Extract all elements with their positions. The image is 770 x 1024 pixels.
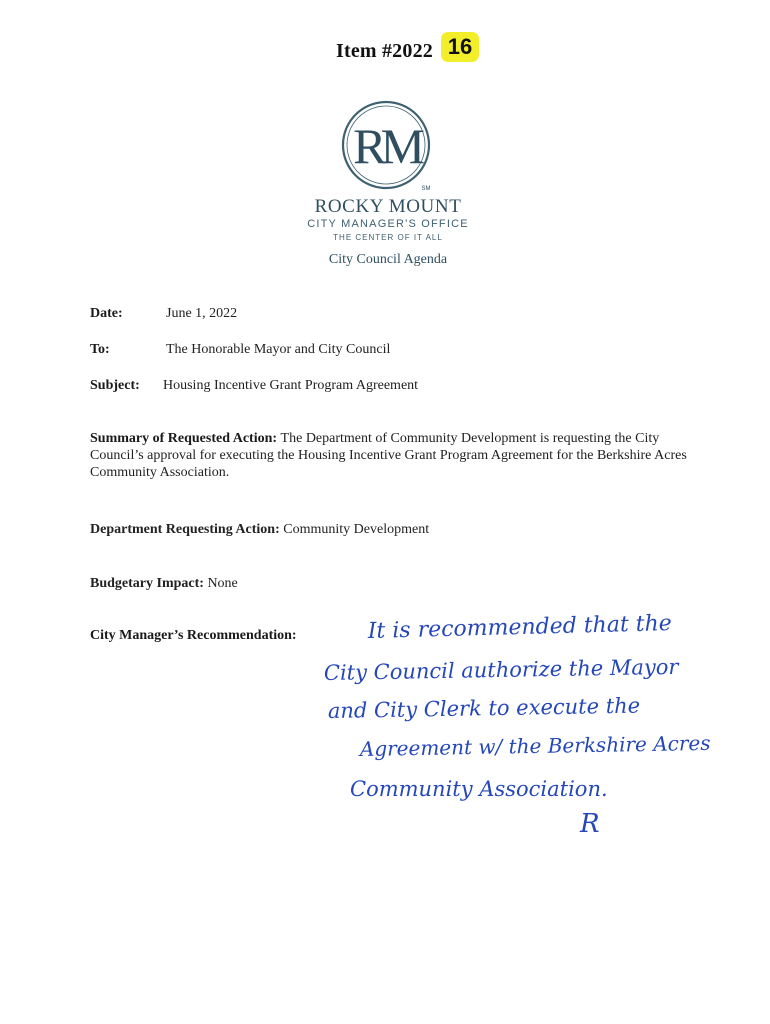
item-number-title: Item #2022 xyxy=(336,40,433,62)
rocky-mount-logo xyxy=(336,100,436,194)
department-line xyxy=(90,522,429,538)
org-tagline: THE CENTER OF IT ALL xyxy=(333,233,443,242)
summary-paragraph xyxy=(90,430,700,481)
handwritten-line-2: City Council authorize the Mayor xyxy=(323,654,679,685)
budget-line xyxy=(90,576,238,592)
budget-label: Budgetary Impact: xyxy=(90,576,204,591)
logo-monogram: RM xyxy=(353,118,419,174)
to-value: The Honorable Mayor and City Council xyxy=(166,342,391,357)
logo-trademark: SM xyxy=(421,186,431,192)
budget-value: None xyxy=(207,576,238,591)
org-name: ROCKY MOUNT xyxy=(314,196,462,217)
agenda-title: City Council Agenda xyxy=(328,252,448,267)
date-label: Date: xyxy=(90,306,123,321)
handwritten-recommendation xyxy=(320,600,760,840)
subject-label: Subject: xyxy=(90,378,140,393)
department-value: Community Development xyxy=(283,522,430,537)
summary-text: The Department of Community Development is requesting the City Council’s approval for executing the Housing Incentive Grant Program Agreement for the Berkshire Acres Community Association. xyxy=(90,431,687,480)
handwritten-line-4: Agreement w/ the Berkshire Acres xyxy=(359,730,711,761)
handwritten-line-3: and City Clerk to execute the xyxy=(327,693,641,723)
handwritten-line-5: Community Association. xyxy=(350,777,608,801)
department-label: Department Requesting Action: xyxy=(90,522,280,537)
handwritten-line-1: It is recommended that the xyxy=(367,611,673,644)
summary-label: Summary of Requested Action: xyxy=(90,431,278,446)
handwritten-initials: R xyxy=(580,809,600,839)
item-badge: 16 xyxy=(441,32,479,62)
subject-value: Housing Incentive Grant Program Agreement xyxy=(163,378,419,393)
org-office: CITY MANAGER'S OFFICE xyxy=(307,218,469,230)
to-label: To: xyxy=(90,342,110,357)
date-value: June 1, 2022 xyxy=(166,306,238,321)
recommendation-label: City Manager’s Recommendation: xyxy=(90,628,297,643)
